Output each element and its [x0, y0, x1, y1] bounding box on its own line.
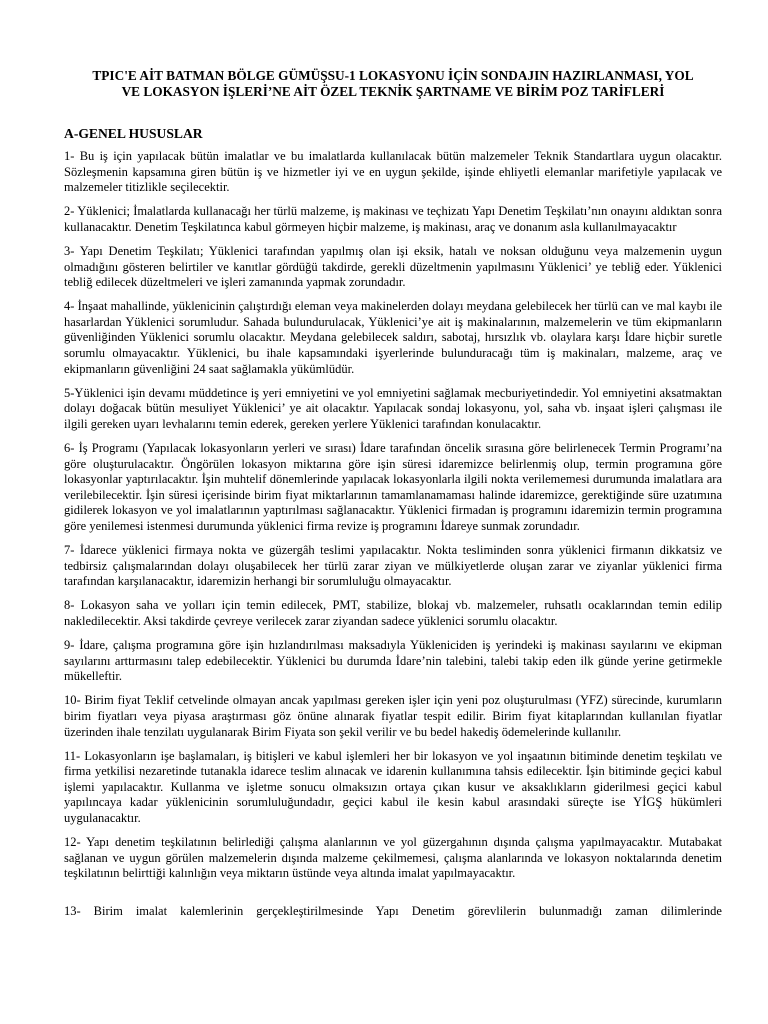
paragraph-2: 2- Yüklenici; İmalatlarda kullanacağı her türlü malzeme, iş makinası ve teçhizatı Yapı Denetim Teşkilatı’nın onayını aldıktan sonra kullanacaktır. Denetim Teşkilatınca kabul görmeyen hiçbir malzeme, iş makinası, araç ve donanım asla kullanılmayacaktır — [64, 204, 722, 234]
paragraph-6: 6- İş Programı (Yapılacak lokasyonların yerleri ve sırası) İdare tarafından öncelik sırasına göre belirlenecek Termin Programı’na göre oluşturulacaktır. Öngörülen lokasyon miktarına göre işin süresi idaremizce belirlenmiş olup, termin programına göre lokasyonlar yaptırılacaktır. İşin muhtelif dönemlerinde yapılacak lokasyonlarla ilgili nokta verilememesi durumunda imalatlara ara verilebilecektir. İşin süresi içerisinde birim fiyat miktarlarının tamamlanamaması halinde idaremizce, gerektiğinde süre uzatımına gidilerek lokasyon ve yol imalatlarının yaptırılması sağlanacaktır. Yüklenici firmadan iş programını idaremizin termin programına göre yenilemesi istenmesi durumunda yüklenici firma revize iş programını İdareye sunmak zorundadır. — [64, 441, 722, 533]
paragraph-12: 12- Yapı denetim teşkilatının belirlediği çalışma alanlarının ve yol güzergahının dışında çalışma yapılmayacaktır. Mutabakat sağlanan ve uygun görülen malzemelerin dışında malzeme çekilmemesi, çalışma alanlarında ve lokasyon noktalarında denetim teşkilatının belirttiği kalınlığın veya miktarın üstünde veya altında imalat yapılmayacaktır. — [64, 835, 722, 881]
paragraph-9: 9- İdare, çalışma programına göre işin hızlandırılması maksadıyla Yükleniciden iş yerindeki iş makinası sayılarını ve ekipman sayılarını arttırmasını talep edebilecektir. Yüklenici bu durumda İdare’nin talebini, talebi takip eden ilk günde yerine getirmekle mükelleftir. — [64, 638, 722, 684]
paragraph-11: 11- Lokasyonların işe başlamaları, iş bitişleri ve kabul işlemleri her bir lokasyon ve yol inşaatının bitiminde denetim teşkilatı ve firma yetkilisi nezaretinde tutanakla idarece teslim alınacak ve idarenin kullanımına tahsis edilecektir. İşin bitiminde geçici kabul işlemi yapılacaktır. Kullanma ve işletme sonucu olmaksızın ortaya çıkan kusur ve aksaklıkların giderilmesi geçici kabul yapılıncaya kadar yüklenicinin sorumluluğundadır, geçici kabul ile kesin kabul arasındaki süreçte ise YİGŞ hükümleri uygulanacaktır. — [64, 748, 722, 825]
paragraph-7: 7- İdarece yüklenici firmaya nokta ve güzergâh teslimi yapılacaktır. Nokta tesliminden sonra yüklenici firmanın dikkatsiz ve tedbirsiz çalışmalarından dolayı oluşabilecek her türlü zarar ziyan ve mülkiyetlerde oluşan zarar ve ziyanlar yüklenici firma tarafından karşılanacaktır, idaremizin herhangi bir sorumluluğu olmayacaktır. — [64, 543, 722, 589]
paragraph-1: 1- Bu iş için yapılacak bütün imalatlar ve bu imalatlarda kullanılacak bütün malzemeler Teknik Standartlara uygun olacaktır. Sözleşmenin kapsamına giren bütün iş ve hizmetler iyi ve en uygun şekilde, işinde ehliyetli elemanlar marifetiyle yapılacak ve malzemeler titizlikle seçilecektir. — [64, 149, 722, 195]
document-title-line-2: VE LOKASYON İŞLERİ’NE AİT ÖZEL TEKNİK ŞARTNAME VE BİRİM POZ TARİFLERİ — [121, 84, 665, 99]
section-heading: A-GENEL HUSUSLAR — [64, 126, 203, 141]
paragraph-10: 10- Birim fiyat Teklif cetvelinde olmayan ancak yapılması gereken işler için yeni poz oluşturulması (YFZ) sürecinde, kurumların birim fiyatları veya piyasa araştırması göz önüne alınarak fiyatlar tespit edilir. Birim fiyat kitaplarından kullanılan fiyatlar üzerinden ihale tenzilatı uygulanarak Birim Fiyata son şekil verilir ve bu bedel hakediş ödemelerinde kullanılır. — [64, 693, 722, 739]
paragraph-3: 3- Yapı Denetim Teşkilatı; Yüklenici tarafından yapılmış olan işi eksik, hatalı ve noksan olduğunu veya malzemenin uygun olmadığını gösteren belirtiler ve kanıtlar gördüğü takdirde, gerekli düzeltmenin yapılmasını Yüklenici’ ye tebliğ eder. Yüklenici tebliğ edilecek düzeltmeleri ve işleri zamanında yapmak zorundadır. — [64, 243, 722, 290]
document-title — [64, 68, 722, 100]
paragraph-5: 5-Yüklenici işin devamı müddetince iş yeri emniyetini ve yol emniyetini sağlamak mecburiyetindedir. Yol emniyetini aksatmaktan dolayı doğacak bütün mesuliyet Yüklenici’ ye ait olacaktır. Yapılacak sondaj lokasyonu, yol, saha vb. inşaat işleri çalışması ile ilgili gereken uyarı levhalarını temin ederek, gereken yerlere Yüklenici tarafından konulacaktır. — [64, 385, 722, 431]
paragraph-13: 13- Birim imalat kalemlerinin gerçekleştirilmesinde Yapı Denetim görevlilerin bulunmadığı zaman dilimlerinde — [64, 903, 722, 918]
paragraph-8: 8- Lokasyon saha ve yolları için temin edilecek, PMT, stabilize, blokaj vb. malzemeler, ruhsatlı ocaklarından temin edilip nakledilecektir. Aksi takdirde çevreye verilecek zarar ziyandan sadece yüklenici sorumlu olacaktır. — [64, 598, 722, 628]
paragraph-4: 4- İnşaat mahallinde, yüklenicinin çalıştırdığı eleman veya makinelerden dolayı meydana gelebilecek her türlü can ve mal kaybı ile hasarlardan Yüklenici sorumludur. Sahada bulundurulacak, Yüklenici’ye ait iş makinalarının, malzemelerin ve tüm ekipmanların güvenliğinden Yüklenici sorumlu olacaktır. Meydana gelebilecek saldırı, sabotaj, hırsızlık vb. olaylara karşı İdare hiçbir suretle sorumlu olmayacaktır. Yüklenici, bu ihale kapsamındaki işyerlerinde bulunduracağı tüm iş makinaları, malzeme, araç ve ekipmanların güvenliğini 24 saat sağlamakla yükümlüdür. — [64, 299, 722, 376]
document-title-line-1: TPIC'E AİT BATMAN BÖLGE GÜMÜŞSU-1 LOKASYONU İÇİN SONDAJIN HAZIRLANMASI, YOL — [92, 68, 694, 83]
